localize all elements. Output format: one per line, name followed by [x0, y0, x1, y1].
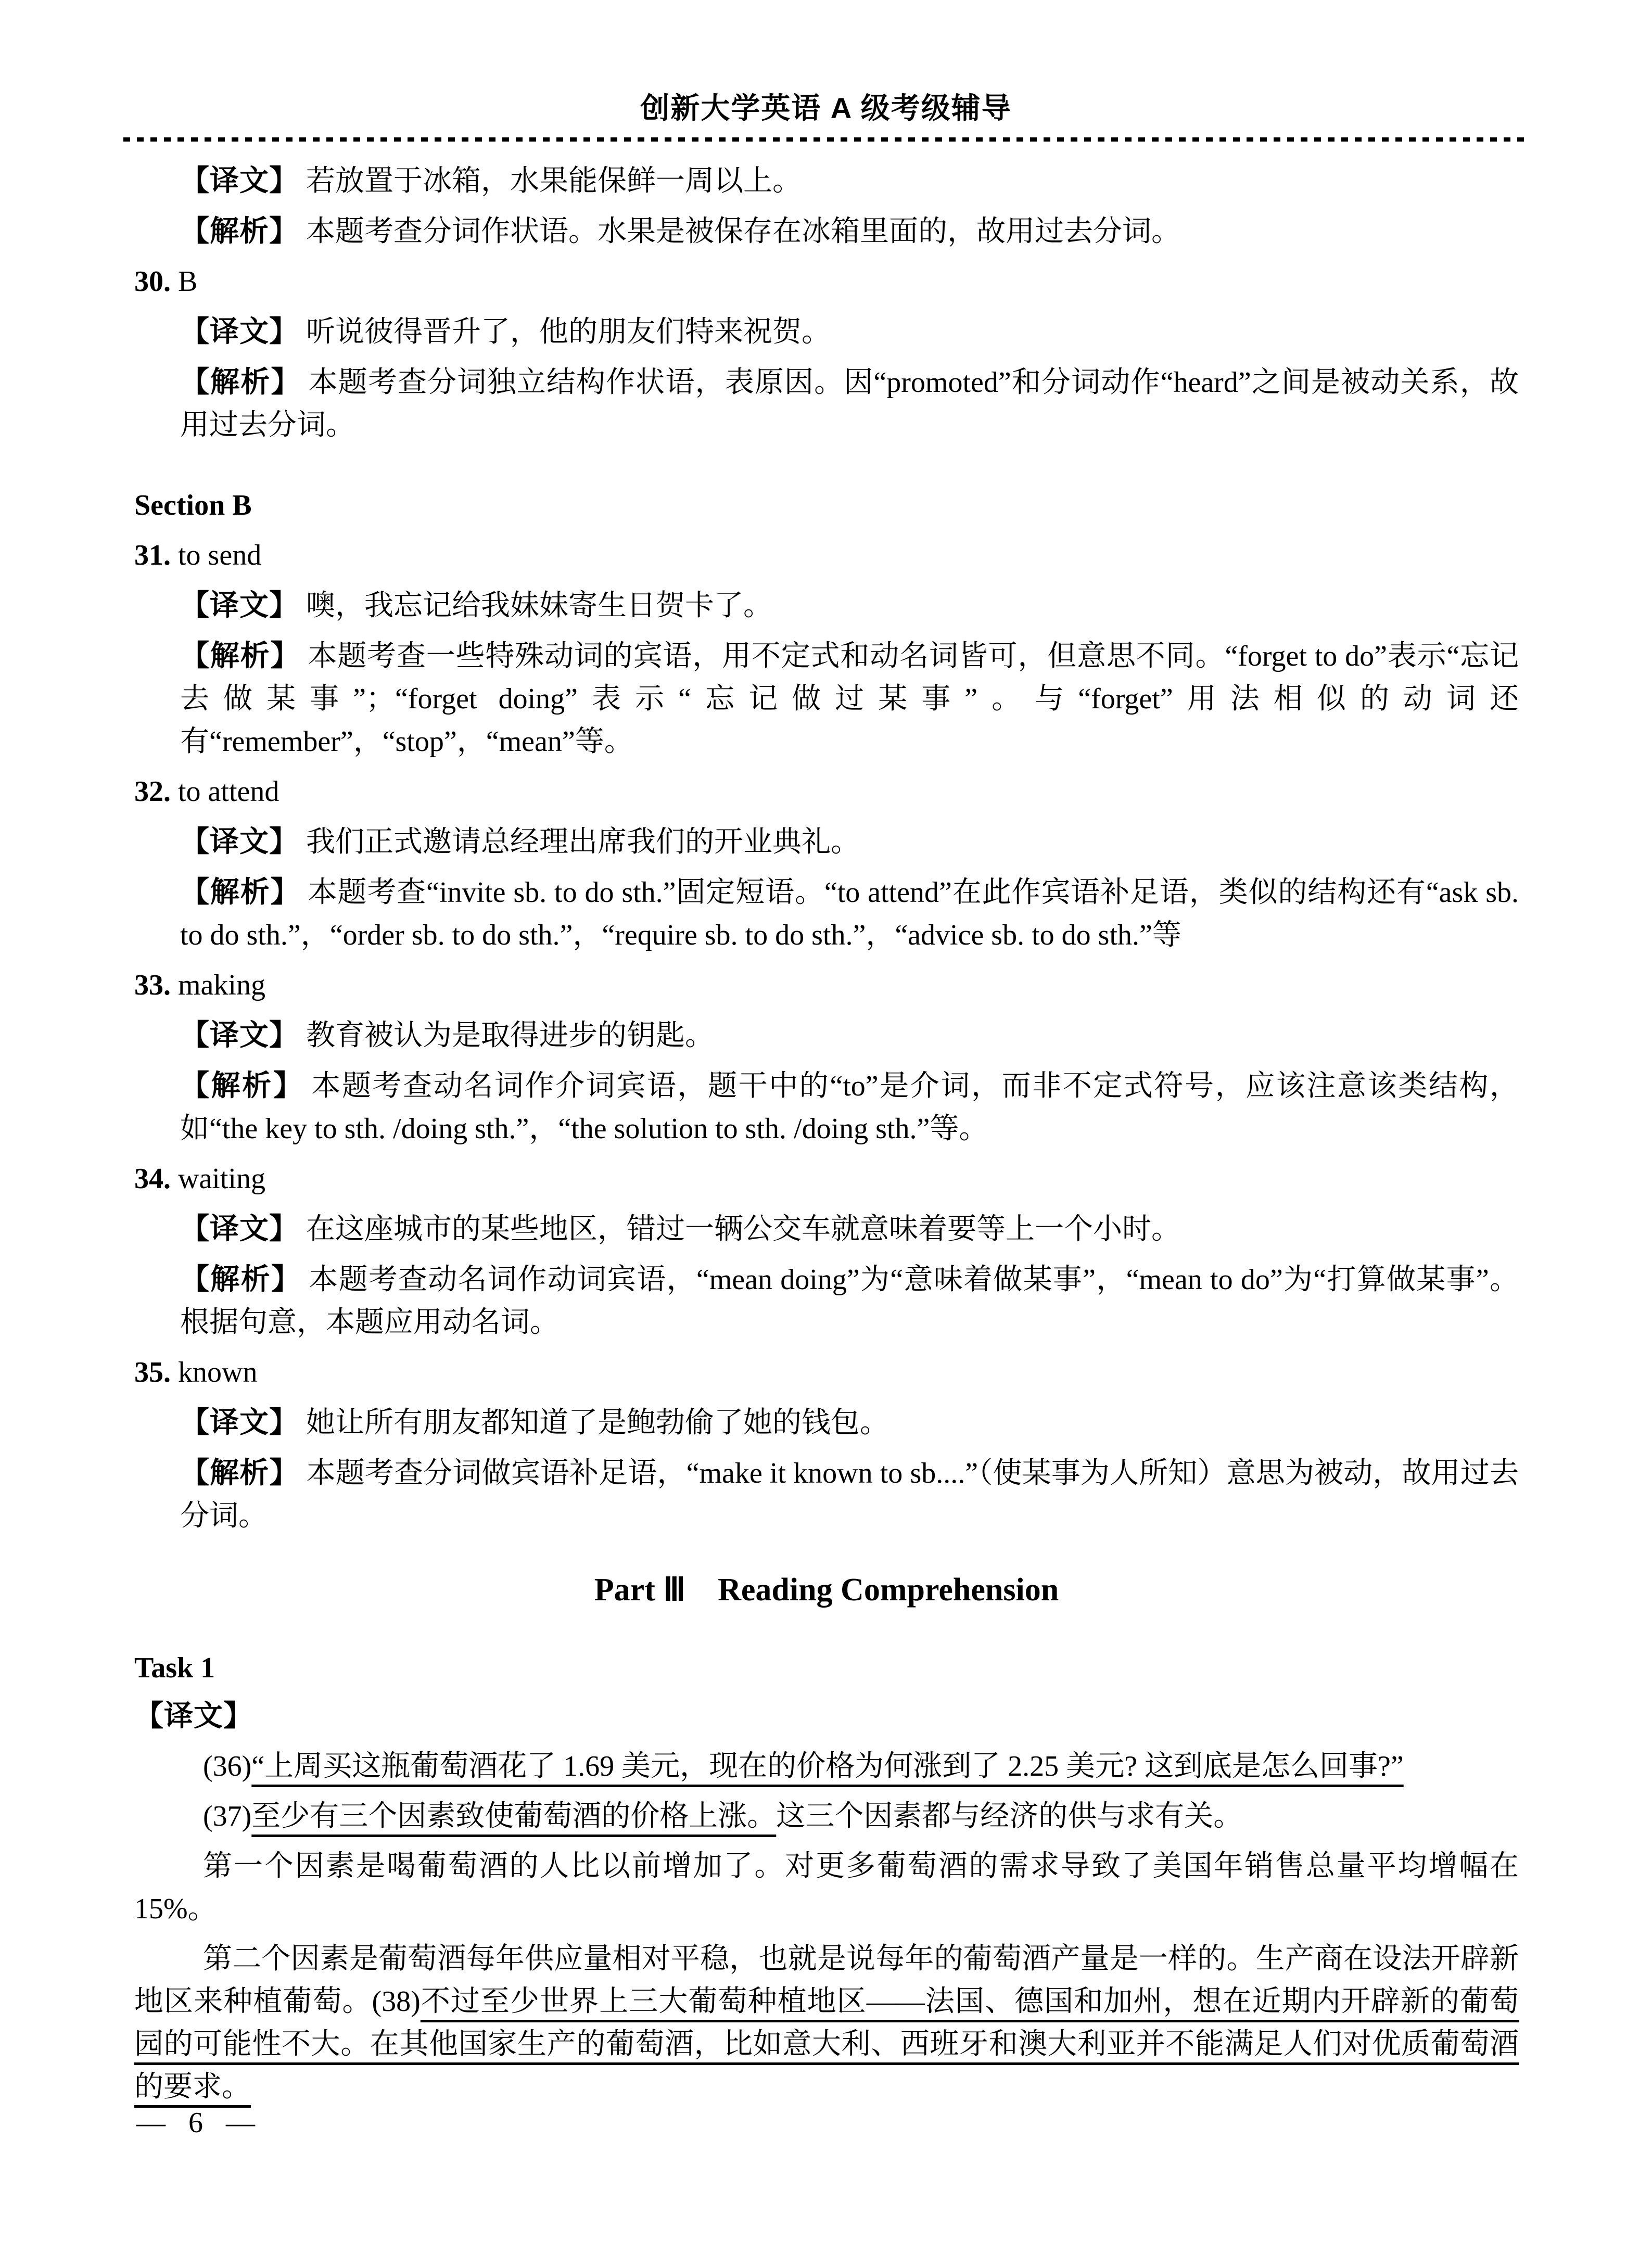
- analysis-label: 【解析】: [180, 639, 301, 672]
- paragraph-text: 第一个因素是喝葡萄酒的人比以前增加了。对更多葡萄酒的需求导致了美国年销售总量平均增幅在 15%。: [134, 1850, 1519, 1925]
- analysis-text: 本题考查一些特殊动词的宾语，用不定式和动名词皆可，但意思不同。“forget to do”表示“忘记去做某事”；“forget doing”表示“忘记做过某事”。与“forget”用法相似的动词还有“remember”，“stop”，“mean”等。: [180, 640, 1519, 758]
- item31-answer-line: [134, 534, 1519, 577]
- analysis-label: 【解析】: [180, 365, 301, 398]
- item34-answer: waiting: [171, 1163, 265, 1195]
- translation-label: 【译文】: [180, 1406, 299, 1438]
- page-footer: [136, 2107, 255, 2139]
- running-header-title: 创新大学英语 A 级考级辅导: [640, 92, 1012, 124]
- item33-number: 33.: [134, 969, 171, 1001]
- translation-text: 若放置于冰箱，水果能保鲜一周以上。: [306, 165, 802, 197]
- item31-analysis: [180, 634, 1519, 763]
- item32-translation: [180, 820, 1519, 863]
- item32-answer-line: [134, 770, 1519, 813]
- translation-text: 我们正式邀请总经理出席我们的开业典礼。: [306, 826, 860, 858]
- item29-analysis: [180, 210, 1519, 253]
- item35-number: 35.: [134, 1356, 171, 1388]
- analysis-text: 本题考查分词做宾语补足语，“make it known to sb....”（使某事为人所知）意思为被动，故用过去分词。: [180, 1457, 1519, 1532]
- item33-translation: [180, 1014, 1519, 1057]
- analysis-label: 【解析】: [180, 1263, 302, 1295]
- item34-answer-line: [134, 1157, 1519, 1200]
- analysis-label: 【解析】: [180, 875, 301, 908]
- item34-translation: [180, 1207, 1519, 1251]
- sentence-ref-37: (37): [203, 1800, 252, 1832]
- sentence-ref-38: (38): [372, 1985, 421, 2018]
- analysis-text: 本题考查分词独立结构作状语，表原因。因“promoted”和分词动作“heard”之间是被动关系，故用过去分词。: [180, 366, 1519, 441]
- item35-answer-line: [134, 1351, 1519, 1394]
- translation-text: 听说彼得晋升了，他的朋友们特来祝贺。: [306, 316, 831, 348]
- item33-answer: making: [171, 969, 265, 1001]
- translation-label: 【译文】: [180, 315, 299, 348]
- item31-number: 31.: [134, 539, 171, 571]
- item29-translation: [180, 159, 1519, 202]
- analysis-label: 【解析】: [180, 214, 299, 247]
- paragraph-text: 这三个因素都与经济的供与求有关。: [776, 1800, 1243, 1832]
- footer-dash-left: —: [136, 2107, 166, 2139]
- item35-answer: known: [171, 1356, 258, 1388]
- page-body: [0, 159, 1652, 2108]
- analysis-label: 【解析】: [180, 1069, 304, 1102]
- header-divider-rule: [123, 137, 1529, 142]
- analysis-label: 【解析】: [180, 1456, 299, 1489]
- translation-text: 她让所有朋友都知道了是鲍勃偷了她的钱包。: [306, 1407, 889, 1439]
- paragraph-text: 第二个因素是葡萄酒每年供应量相对平稳，也就是说每年的葡萄酒产量是一样的。生产商在设法开辟新地区来种植葡萄。: [134, 1943, 1519, 2018]
- task1-heading: Task 1: [134, 1652, 215, 1684]
- item30-number: 30.: [134, 265, 171, 298]
- item30-answer: B: [171, 265, 198, 298]
- translation-label: 【译文】: [180, 1212, 299, 1245]
- item34-number: 34.: [134, 1163, 171, 1195]
- translation-label: 【译文】: [180, 164, 299, 197]
- task1-paragraph-factor2: [134, 1938, 1519, 2108]
- translation-text: 在这座城市的某些地区，错过一辆公交车就意味着要等上一个小时。: [306, 1213, 1180, 1245]
- item32-analysis: [180, 871, 1519, 957]
- item31-answer: to send: [171, 539, 262, 571]
- analysis-text: 本题考查动名词作动词宾语，“mean doing”为“意味着做某事”，“mean to do”为“打算做某事”。根据句意，本题应用动名词。: [180, 1264, 1519, 1339]
- item30-analysis: [180, 361, 1519, 447]
- translation-label: 【译文】: [180, 1018, 299, 1051]
- item33-analysis: [180, 1064, 1519, 1150]
- item32-number: 32.: [134, 775, 171, 808]
- item35-translation: [180, 1401, 1519, 1444]
- footer-dash-right: —: [226, 2107, 255, 2139]
- sentence-ref-36: (36): [203, 1750, 252, 1782]
- translation-label: 【译文】: [180, 589, 299, 621]
- item30-translation: [180, 310, 1519, 353]
- underlined-sentence-38: 不过至少世界上三大葡萄种植地区——法国、德国和加州，想在近期内开辟新的葡萄园的可能性不大。在其他国家生产的葡萄酒，比如意大利、西班牙和澳大利亚并不能满足人们对优质葡萄酒的要求。: [134, 1985, 1519, 2103]
- item34-analysis: [180, 1258, 1519, 1344]
- running-header: [0, 93, 1652, 142]
- task1-paragraph-37: [134, 1795, 1519, 1838]
- part3-heading: Part Ⅲ Reading Comprehension: [594, 1572, 1059, 1608]
- analysis-text: 本题考查分词作状语。水果是被保存在冰箱里面的，故用过去分词。: [306, 215, 1180, 248]
- analysis-text: 本题考查动名词作介词宾语，题干中的“to”是介词，而非不定式符号，应该注意该类结构，如“the key to sth. /doing sth.”，“the solution to sth. /doing sth.”等。: [180, 1070, 1519, 1145]
- underlined-sentence-36: “上周买这瓶葡萄酒花了 1.69 美元，现在的价格为何涨到了 2.25 美元? 这到底是怎么回事?”: [251, 1750, 1404, 1782]
- page-number: 6: [188, 2107, 203, 2139]
- translation-label: 【译文】: [180, 825, 299, 858]
- item32-answer: to attend: [171, 775, 279, 808]
- task1-translation-label-line: [134, 1695, 1519, 1738]
- underlined-sentence-37: 至少有三个因素致使葡萄酒的价格上涨。: [251, 1800, 777, 1832]
- translation-label: 【译文】: [134, 1699, 253, 1732]
- item31-translation: [180, 584, 1519, 627]
- item33-answer-line: [134, 964, 1519, 1007]
- item35-analysis: [180, 1451, 1519, 1537]
- translation-text: 噢，我忘记给我妹妹寄生日贺卡了。: [306, 590, 772, 622]
- translation-text: 教育被认为是取得进步的钥匙。: [306, 1020, 714, 1052]
- section-b-heading: Section B: [134, 489, 252, 521]
- item30-answer-line: [134, 260, 1519, 303]
- analysis-text: 本题考查“invite sb. to do sth.”固定短语。“to attend”在此作宾语补足语，类似的结构还有“ask sb. to do sth.”，“order sb. to do sth.”，“require sb. to do sth.”，“advice sb. to do sth.”等: [180, 876, 1519, 951]
- task1-paragraph-factor1: [134, 1845, 1519, 1930]
- task1-paragraph-36: [134, 1745, 1519, 1788]
